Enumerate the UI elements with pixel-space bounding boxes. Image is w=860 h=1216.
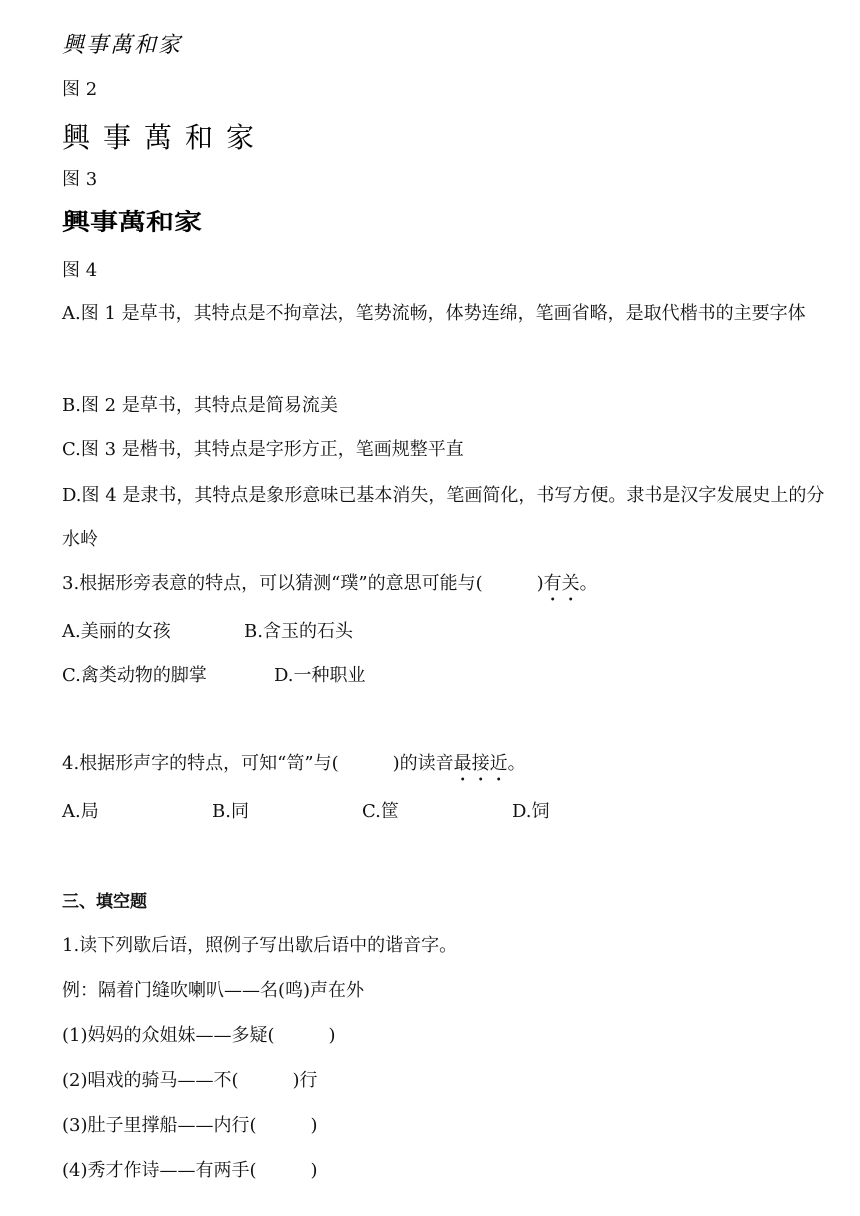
q3-options-row-2: [62, 664, 366, 688]
caption-figure-3: 图 3: [62, 169, 98, 190]
q4-option-d: D.饲: [512, 801, 550, 822]
caption-figure-4: 图 4: [62, 260, 98, 281]
q3-dotted-char-1: 有: [543, 573, 562, 594]
q4-options-row: [62, 800, 550, 824]
q4-option-b: B.同: [212, 801, 249, 822]
q4-dotted-char-1: 最: [453, 753, 472, 774]
q4-stem-after: )的读音: [392, 753, 454, 774]
section-3-item-1: (1)妈妈的众姐妹——多疑( ): [62, 1025, 336, 1046]
q3-dotted-char-2: 关: [561, 573, 580, 594]
q4-stem-before: 4.根据形声字的特点，可知“笥”与(: [62, 753, 339, 774]
q4-dotted-char-2: 接: [471, 753, 490, 774]
section-3-item-2: (2)唱戏的骑马——不( )行: [62, 1070, 318, 1091]
caption-figure-2: 图 2: [62, 79, 98, 100]
q2-option-a: A.图 1 是草书，其特点是不拘章法，笔势流畅，体势连绵，笔画省略，是取代楷书的主要字体: [62, 303, 806, 324]
q4-blank: [339, 753, 393, 774]
calligraphy-figure-1: 興事萬和家: [62, 33, 183, 58]
section-3-q1-stem: 1.读下列歇后语，照例子写出歇后语中的谐音字。: [62, 935, 458, 956]
q3-options-row-1: [62, 620, 353, 644]
q4-stem-end: 。: [507, 753, 526, 774]
q3-stem-end: 。: [579, 573, 598, 594]
q3-option-a: A.美丽的女孩: [62, 621, 171, 642]
section-3-item-3: (3)肚子里撑船——内行( ): [62, 1115, 318, 1136]
q3-stem-before: 3.根据形旁表意的特点，可以猜测“璞”的意思可能与(: [62, 573, 483, 594]
q3-option-b: B.含玉的石头: [244, 621, 353, 642]
q4-dotted-char-3: 近: [489, 753, 508, 774]
q2-option-d: D.图 4 是隶书，其特点是象形意味已基本消失，笔画简化，书写方便。隶书是汉字发展史上的分水岭: [62, 485, 825, 550]
calligraphy-figure-4: 興事萬和家: [62, 208, 203, 236]
q2-option-b: B.图 2 是草书，其特点是简易流美: [62, 395, 338, 416]
section-3-heading: 三、填空题: [62, 892, 147, 912]
q4-option-c: C.筐: [362, 801, 399, 822]
q3-stem: [62, 572, 598, 596]
q3-option-c: C.禽类动物的脚掌: [62, 665, 207, 686]
q3-blank: [483, 573, 537, 594]
q3-option-d: D.一种职业: [274, 665, 366, 686]
calligraphy-figure-3: 興事萬和家: [62, 121, 268, 154]
q4-stem: [62, 752, 526, 776]
q2-option-c: C.图 3 是楷书，其特点是字形方正，笔画规整平直: [62, 439, 464, 460]
q4-option-a: A.局: [62, 801, 99, 822]
q3-stem-after: ): [536, 573, 544, 594]
section-3-item-4: (4)秀才作诗——有两手( ): [62, 1160, 318, 1181]
section-3-example: 例：隔着门缝吹喇叭——名(鸣)声在外: [62, 980, 365, 1001]
